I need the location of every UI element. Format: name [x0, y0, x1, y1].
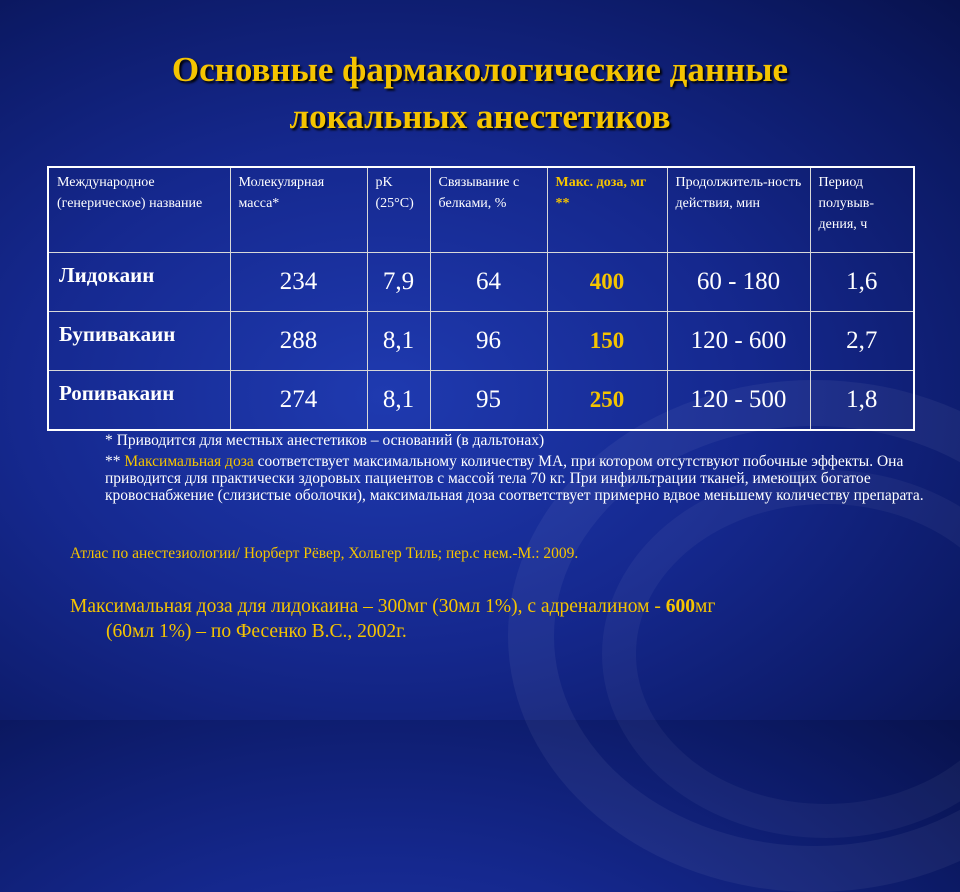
cell-duration: 120 - 500: [667, 370, 810, 430]
header-protein-binding: Связывание с белками, %: [430, 167, 547, 252]
footnote-max-dose-term: Максимальная доза: [124, 453, 254, 470]
cell-max-dose: 400: [547, 252, 667, 311]
pharmacology-table: [47, 166, 915, 431]
cell-protein-binding: 96: [430, 311, 547, 370]
cell-protein-binding: 95: [430, 370, 547, 430]
cell-pk: 8,1: [367, 370, 430, 430]
slide-title: [0, 46, 960, 140]
title-line-1: Основные фармакологические данные: [171, 50, 789, 89]
cell-pk: 7,9: [367, 252, 430, 311]
reference-citation: Атлас по анестезиологии/ Норберт Рёвер, Хольгер Тиль; пер.с нем.-М.: 2009.: [70, 545, 579, 562]
max-dose-line-1: [70, 594, 940, 619]
max-dose-text: Максимальная доза для лидокаина – 300мг (30мл 1%), с адреналином -: [70, 596, 666, 617]
cell-half-life: 1,8: [810, 370, 914, 430]
table-row: [48, 370, 914, 430]
header-name: Международное (генерическое) название: [48, 167, 230, 252]
cell-half-life: 2,7: [810, 311, 914, 370]
footnote-max-dose-marker: **: [105, 453, 125, 470]
cell-molecular-mass: 234: [230, 252, 367, 311]
cell-duration: 120 - 600: [667, 311, 810, 370]
cell-molecular-mass: 288: [230, 311, 367, 370]
cell-max-dose: 250: [547, 370, 667, 430]
cell-protein-binding: 64: [430, 252, 547, 311]
footnote-molecular-mass: * Приводится для местных анестетиков – оснований (в дальтонах): [105, 432, 545, 449]
max-dose-line-2: (60мл 1%) – по Фесенко В.С., 2002г.: [106, 621, 407, 642]
cell-name: Бупивакаин: [48, 311, 230, 370]
max-dose-unit: мг: [695, 596, 716, 617]
footnotes: [105, 432, 945, 508]
header-max-dose: Макс. доза, мг **: [547, 167, 667, 252]
header-duration: Продолжитель-ность действия, мин: [667, 167, 810, 252]
cell-name: Лидокаин: [48, 252, 230, 311]
header-molecular-mass: Молекулярная масса*: [230, 167, 367, 252]
max-dose-adrenaline-value: 600: [665, 596, 695, 617]
header-half-life: Период полувыв-дения, ч: [810, 167, 914, 252]
cell-half-life: 1,6: [810, 252, 914, 311]
cell-pk: 8,1: [367, 311, 430, 370]
cell-name: Ропивакаин: [48, 370, 230, 430]
table-row: [48, 252, 914, 311]
table-row: [48, 311, 914, 370]
lidocaine-max-dose-note: [70, 594, 940, 644]
header-pk: pK (25°C): [367, 167, 430, 252]
title-line-2: локальных анестетиков: [289, 97, 671, 136]
footnote-max-dose: [105, 453, 945, 504]
table-header-row: [48, 167, 914, 252]
cell-molecular-mass: 274: [230, 370, 367, 430]
cell-max-dose: 150: [547, 311, 667, 370]
cell-duration: 60 - 180: [667, 252, 810, 311]
footnote-max-dose-text: соответствует максимальному количеству МА, при котором отсутствуют побочные эффекты. Она приводится для практически здоровых пациентов с массой тела 70 кг. При инфильтрации тканей, имеющих богатое кровоснабжение (слизистые оболочки), максимальная доза соответствует примерно вдвое меньшему количеству препарата.: [105, 453, 924, 504]
